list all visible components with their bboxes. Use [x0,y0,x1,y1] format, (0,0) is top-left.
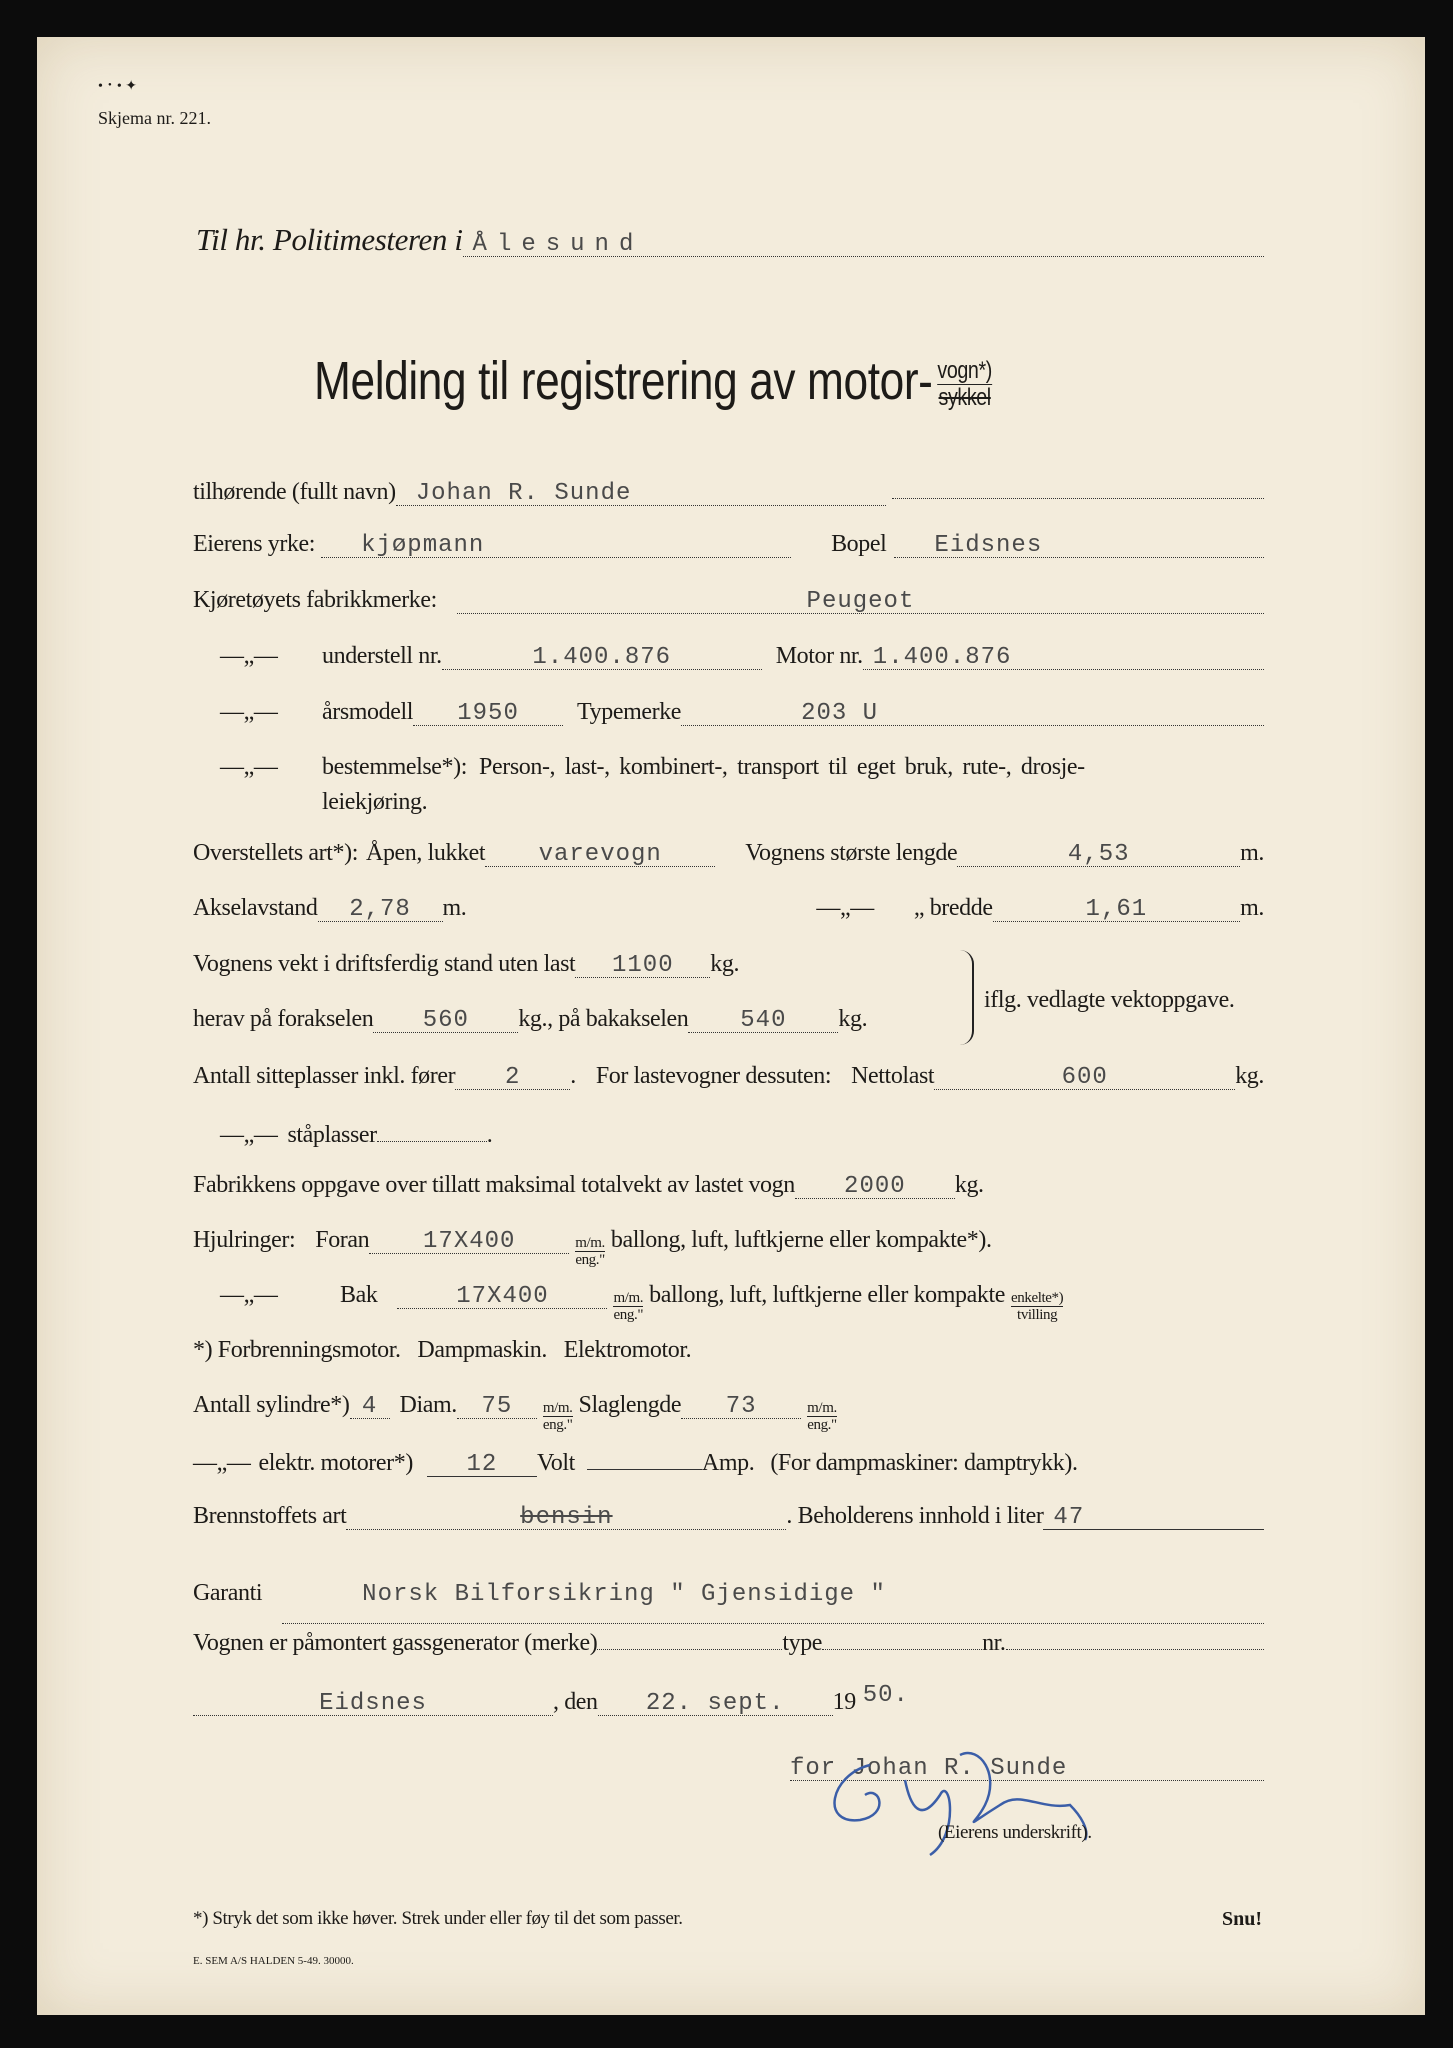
ditto-mark: —„— [220,1122,278,1148]
ditto-mark: —„— [193,1450,251,1476]
unit-kg: kg. [710,951,740,977]
unit-kg: kg. [1235,1063,1264,1089]
net-load-label: Nettolast [851,1063,935,1089]
gas-type-field [822,1627,982,1650]
unit-m: m. [1240,895,1264,921]
volt-field: 12 [427,1454,537,1477]
ditto-mark: —„— [220,699,278,725]
make-label: Kjøretøyets fabrikkmerke: [193,587,437,613]
occupation-field: kjøpmann [321,535,791,558]
weight-label: Vognens vekt i driftsferdig stand uten last [193,951,576,977]
purpose-options-cont: leiekjøring. [322,789,428,815]
amp-field [587,1447,702,1470]
type-label: Typemerke [577,699,682,725]
length-field: 4,53 [957,844,1240,867]
fuel-field: bensin [346,1507,786,1530]
addressee-label: Til hr. Politimesteren i [196,222,463,257]
body-label: Overstellets art*): [193,840,359,866]
front-tires-label: Foran [315,1227,370,1253]
ditto-mark: —„— [220,1282,278,1308]
ditto-mark: —„— [220,754,278,780]
make-field: Peugeot [457,591,1264,614]
tank-label: . Beholderens innhold i liter [786,1503,1044,1529]
cargo-label: For lastevogner dessuten: [595,1063,832,1089]
unit-m: m. [1240,840,1264,866]
cylinders-label: Antall sylindre*) [193,1392,350,1418]
standing-label: ståplasser [287,1122,377,1148]
motor-field: 1.400.876 [863,647,1264,670]
width-label: „ bredde [913,895,993,921]
occupation-label: Eierens yrke: [193,531,316,557]
front-tires-field: 17X400 [369,1231,569,1254]
tire-types: ballong, luft, luftkjerne eller kompakte*). [610,1227,992,1253]
body-field: varevogn [485,844,715,867]
tire-types: ballong, luft, luftkjerne eller kompakte [649,1282,1006,1308]
weight-note: iflg. vedlagte vektoppgave. [984,987,1235,1013]
insurance-field: Norsk Bilforsikring " Gjensidige " [282,1583,1264,1624]
diameter-label: Diam. [399,1392,457,1418]
unit-m: m. [442,895,467,921]
length-label: Vognens største lengde [745,840,958,866]
electric-motors-label: elektr. motorer*) [258,1450,413,1476]
model-year-field: 1950 [413,703,563,726]
front-axle-field: 560 [373,1010,518,1033]
owner-field-extra [892,476,1264,499]
wheelbase-label: Akselavstand [193,895,318,921]
brace [958,950,974,1045]
seats-label: Antall sitteplasser inkl. fører [193,1063,456,1089]
wheelbase-field: 2,78 [318,899,443,922]
net-load-field: 600 [934,1067,1235,1090]
rear-axle-label: kg., på bakakselen [518,1006,689,1032]
rear-axle-field: 540 [688,1010,838,1033]
handwritten-signature [810,1735,1110,1865]
year-prefix: 19 [832,1689,856,1715]
gas-nr-field [1006,1627,1264,1650]
year-label: årsmodell [322,699,414,725]
fuel-label: Brennstoffets art [193,1503,347,1529]
signature-label: (Eierens underskrift). [938,1822,1092,1843]
steam-note: (For dampmaskiner: damptrykk). [770,1450,1078,1476]
gas-nr-label: nr. [982,1630,1006,1656]
date-field: 22. sept. [598,1693,833,1716]
typed-signature: for Johan R. Sunde [790,1758,1264,1781]
form-number: Skjema nr. 221. [98,108,211,128]
owner-label: tilhørende (fullt navn) [193,479,396,505]
rear-tires-field: 17X400 [397,1286,607,1309]
max-weight-field: 2000 [795,1176,955,1199]
form-title: Melding til registrering av motor- $\frac{\text{vogn*)}}{\text{sykkel}}$ [314,351,992,412]
residence-label: Bopel [831,531,887,557]
gas-generator-label: Vognen er påmontert gassgenerator (merke) [193,1630,598,1656]
unit-kg: kg. [838,1006,868,1032]
residence-field: Eidsnes [894,535,1264,558]
punch-marks: • ･ • ✦ [98,79,138,94]
engine-kinds: *) Forbrenningsmotor. Dampmaskin. Elektromotor. [193,1337,692,1363]
seats-field: 2 [455,1067,570,1090]
chassis-label: understell nr. [322,643,442,669]
diameter-field: 75 [457,1396,537,1419]
type-field: 203 U [681,703,1264,726]
turn-over-note: Snu! [1222,1908,1263,1930]
ditto-mark: —„— [220,643,278,669]
purpose-label: bestemmelse*): [322,754,468,780]
body-options: Åpen, lukket [366,840,486,866]
standing-field [377,1119,487,1142]
footnote: *) Stryk det som ikke høver. Strek under eller føy til det som passer. [193,1908,683,1929]
stroke-label: Slaglengde [578,1392,682,1418]
motor-label: Motor nr. [775,643,863,669]
purpose-options: Person-, last-, kombinert-, transport til eget bruk, rute-, drosje- [479,754,1085,780]
tires-label: Hjulringer: [193,1227,296,1253]
chassis-field: 1.400.876 [442,647,762,670]
printer-mark: E. SEM A/S HALDEN 5-49. 30000. [193,1955,354,1967]
owner-field: Johan R. Sunde [396,483,886,506]
width-field: 1,61 [993,899,1241,922]
front-axle-label: herav på forakselen [193,1006,374,1032]
place-field: Eidsnes [193,1693,553,1716]
max-weight-label: Fabrikkens oppgave over tillatt maksimal totalvekt av lastet vogn [193,1172,795,1198]
cylinders-field: 4 [350,1396,390,1419]
date-label: , den [553,1689,598,1715]
gas-generator-field [597,1627,782,1650]
gas-type-label: type [782,1630,823,1656]
insurance-label: Garanti [193,1580,263,1606]
volt-label: Volt [536,1450,575,1476]
tank-field: 47 [1043,1507,1264,1530]
stroke-field: 73 [681,1396,801,1419]
weight-field: 1100 [575,955,710,978]
ditto-mark: —„— [816,895,874,921]
unit-kg: kg. [954,1172,984,1198]
police-district-field: Ålesund [463,234,1264,257]
rear-tires-label: Bak [340,1282,378,1308]
amp-label: Amp. [701,1450,755,1476]
date-year-field: 50. [862,1682,909,1709]
